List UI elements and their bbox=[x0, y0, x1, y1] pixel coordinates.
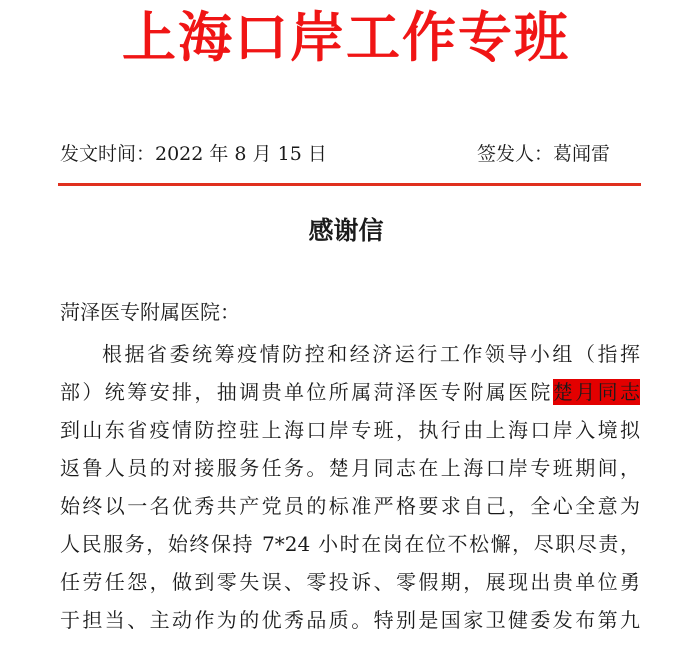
letter-salutation: 菏泽医专附属医院： bbox=[60, 300, 240, 324]
body-line: 到山东省疫情防控驻上海口岸专班，执行由上海口岸入境拟 bbox=[60, 418, 640, 442]
body-line: 任劳任怨，做到零失误、零投诉、零假期，展现出贵单位勇 bbox=[60, 570, 640, 594]
issue-date: 发文时间：2022 年 8 月 15 日 bbox=[60, 143, 327, 165]
document-meta bbox=[60, 140, 610, 168]
body-line: 于担当、主动作为的优秀品质。特别是国家卫健委发布第九 bbox=[60, 608, 640, 632]
signer: 签发人：葛闻雷 bbox=[476, 143, 610, 165]
letter-title: 感谢信 bbox=[308, 216, 384, 245]
body-line: 人民服务，始终保持 7*24 小时在岗在位不松懈，尽职尽责， bbox=[60, 532, 640, 556]
body-line: 返鲁人员的对接服务任务。楚月同志在上海口岸专班期间， bbox=[60, 456, 640, 480]
header-divider bbox=[58, 183, 641, 186]
letter-body bbox=[60, 339, 640, 643]
body-line: 根据省委统筹疫情防控和经济运行工作领导小组（指挥 bbox=[102, 342, 640, 366]
body-line bbox=[60, 377, 640, 415]
highlighted-name: 楚月同志 bbox=[552, 380, 641, 404]
body-line: 始终以一名优秀共产党员的标准严格要求自己，全心全意为 bbox=[60, 494, 640, 518]
body-line-text: 部）统筹安排，抽调贵单位所属菏泽医专附属医院 bbox=[60, 380, 553, 404]
document-header-title: 上海口岸工作专班 bbox=[122, 5, 570, 69]
